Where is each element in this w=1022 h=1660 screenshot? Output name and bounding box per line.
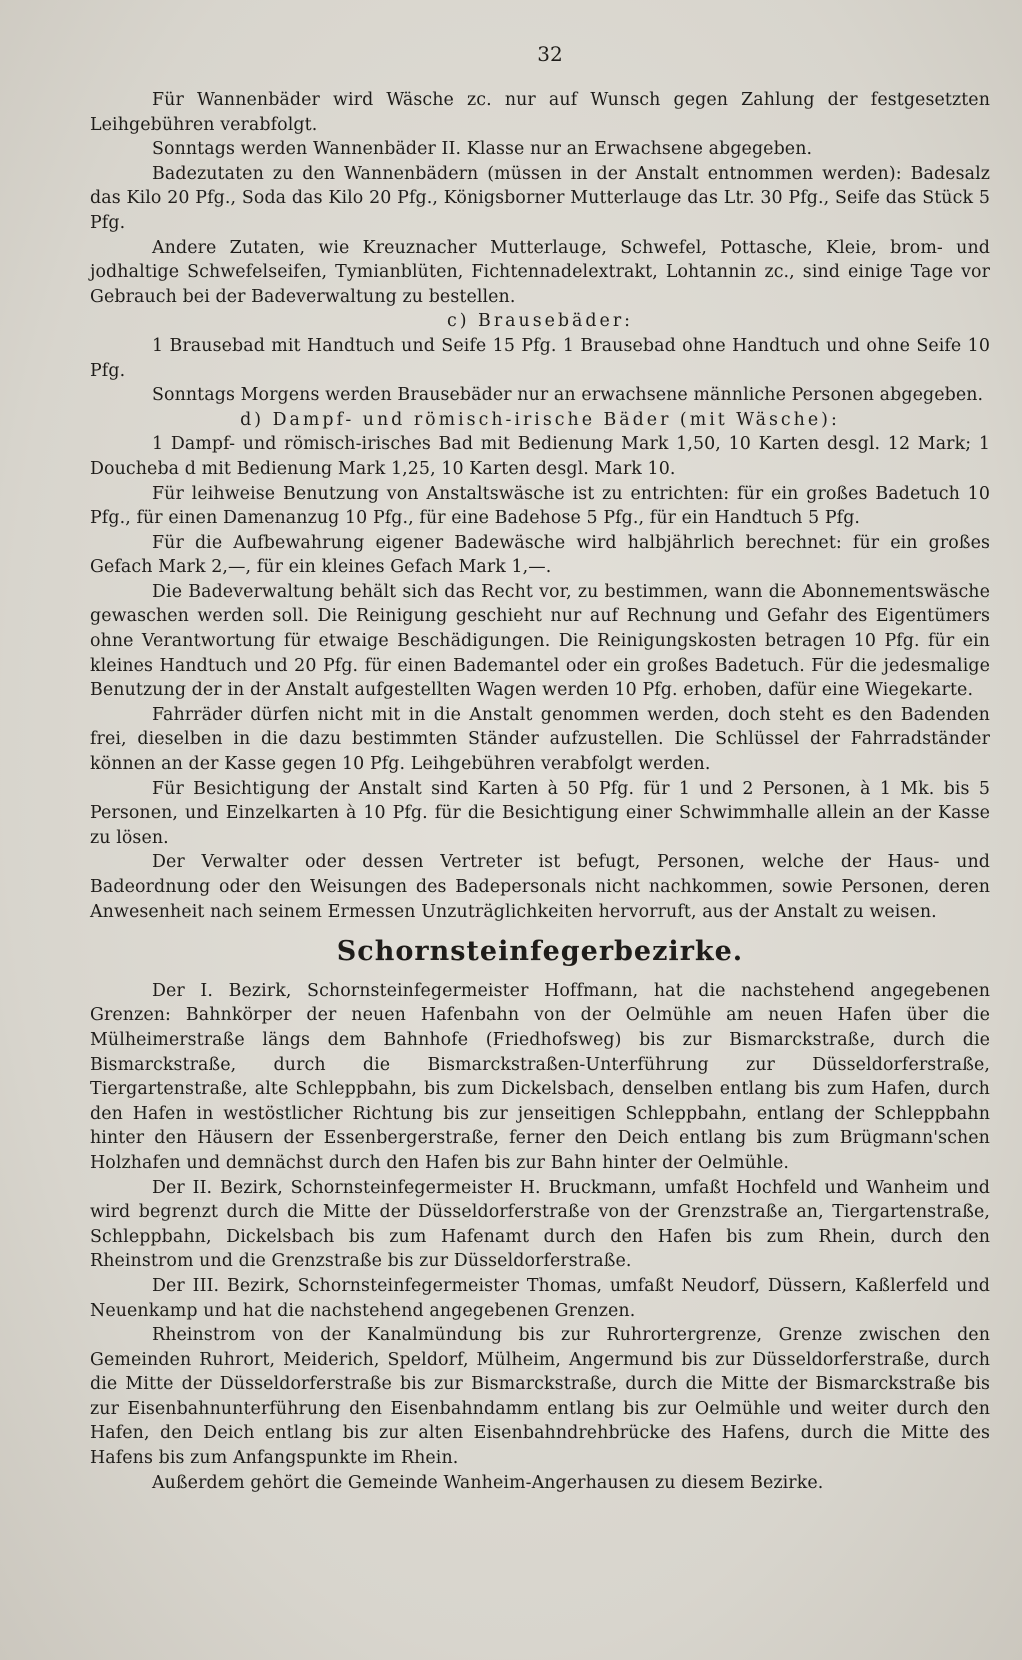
page-content	[90, 88, 990, 1495]
paragraph: Außerdem gehört die Gemeinde Wanheim-Angerhausen zu diesem Bezirke.	[152, 1472, 824, 1493]
paragraph: Für die Aufbewahrung eigener Badewäsche wird halbjährlich berechnet: für ein großes Gefach Mark 2,—, für ein kleines Gefach Mark 1,—.	[90, 532, 990, 578]
paragraph: Andere Zutaten, wie Kreuznacher Mutterlauge, Schwefel, Pottasche, Kleie, brom- und jodhaltige Schwefelseifen, Tymianblüten, Fichtennadelextrakt, Lohtannin zc., sind einige Tage vor Gebrauch bei der Badeverwaltung zu bestellen.	[90, 237, 990, 307]
paragraph: Fahrräder dürfen nicht mit in die Anstalt genommen werden, doch steht es den Badenden frei, dieselben in die dazu bestimmten Ständer aufzustellen. Die Schlüssel der Fahrradständer können an der Kasse gegen 10 Pfg. Leihgebühren verabfolgt werden.	[90, 704, 990, 775]
paragraph: 1 Brausebad mit Handtuch und Seife 15 Pfg. 1 Brausebad ohne Handtuch und ohne Seife 10 Pfg.	[90, 335, 990, 381]
paragraph: Der I. Bezirk, Schornsteinfegermeister Hoffmann, hat die nachstehend angegebenen Grenzen: Bahnkörper der neuen Hafenbahn von der Oelmühle am neuen Hafen über die Mülheimerstraße längs dem Bahnhofe (Friedhofsweg) bis zur Bismarckstraße, durch die Bismarckstraße, durch die Bismarckstraßen-Unterführung zur Düsseldorferstraße, Tiergartenstraße, alte Schleppbahn, bis zum Dickelsbach, denselben entlang bis zum Hafen, durch den Hafen in westöstlicher Richtung bis zur jenseitigen Schleppbahn, entlang der Schleppbahn hinter den Häusern der Essenbergerstraße, ferner den Deich entlang bis zum Brügmann'schen Holzhafen und demnächst durch den Hafen bis zur Bahn hinter der Oelmühle.	[90, 980, 990, 1173]
paragraph: Sonntags werden Wannenbäder II. Klasse nur an Erwachsene abgegeben.	[152, 139, 813, 160]
paragraph: Für Wannenbäder wird Wäsche zc. nur auf Wunsch gegen Zahlung der festgesetzten Leihgebühren verabfolgt.	[90, 90, 990, 135]
chimney-districts-heading: Schornsteinfegerbezirke.	[336, 936, 744, 968]
paragraph: Sonntags Morgens werden Brausebäder nur an erwachsene männliche Personen abgegeben.	[152, 385, 984, 406]
paragraph: Die Badeverwaltung behält sich das Recht vor, zu bestimmen, wann die Abonnementswäsche gewaschen werden soll. Die Reinigung geschieht nur auf Rechnung und Gefahr des Eigentümers ohne Verantwortung für etwaige Beschädigungen. Die Reinigungskosten betragen 10 Pfg. für ein kleines Handtuch und 20 Pfg. für einen Bademantel oder ein großes Badetuch. Für die jedesmalige Benutzung der in der Anstalt aufgestellten Wagen werden 10 Pfg. erhoben, dafür eine Wiegekarte.	[90, 581, 990, 701]
paragraph: Für leihweise Benutzung von Anstaltswäsche ist zu entrichten: für ein großes Badetuch 10 Pfg., für einen Damenanzug 10 Pfg., für eine Badehose 5 Pfg., für ein Handtuch 5 Pfg.	[90, 483, 990, 529]
paragraph: Für Besichtigung der Anstalt sind Karten à 50 Pfg. für 1 und 2 Personen, à 1 Mk. bis 5 Personen, und Einzelkarten à 10 Pfg. für die Besichtigung einer Schwimmhalle allein an der Kasse zu lösen.	[90, 778, 990, 848]
paragraph: Rheinstrom von der Kanalmündung bis zur Ruhrortergrenze, Grenze zwischen den Gemeinden Ruhrort, Meiderich, Speldorf, Mülheim, Angermund bis zur Düsseldorferstraße, durch die Mitte der Düsseldorferstraße bis zur Bismarckstraße, durch die Mitte der Bismarckstraße bis zur Eisenbahnunterführung den Eisenbahndamm entlang bis zur Oelmühle und weiter durch den Hafen, den Deich entlang bis zur alten Eisenbahndrehbrücke des Hafens, durch die Mitte des Hafens bis zum Anfangspunkte im Rhein.	[90, 1325, 990, 1469]
paragraph: 1 Dampf- und römisch-irisches Bad mit Bedienung Mark 1,50, 10 Karten desgl. 12 Mark; 1 Doucheba d mit Bedienung Mark 1,25, 10 Karten desgl. Mark 10.	[90, 434, 990, 479]
section-heading-steam: d) Dampf- und römisch-irische Bäder (mit Wäsche):	[240, 409, 840, 430]
paragraph: Der III. Bezirk, Schornsteinfegermeister Thomas, umfaßt Neudorf, Düssern, Kaßlerfeld und Neuenkamp und hat die nachstehend angegebenen Grenzen.	[90, 1275, 990, 1321]
section-heading-shower: c) Brausebäder:	[446, 311, 634, 332]
paragraph: Der Verwalter oder dessen Vertreter ist befugt, Personen, welche der Haus- und Badeordnung oder den Weisungen des Badepersonals nicht nachkommen, sowie Personen, deren Anwesenheit nach seinem Ermessen Unzuträglichkeiten hervorruft, aus der Anstalt zu weisen.	[90, 852, 990, 922]
page-number: 32	[537, 42, 563, 66]
paragraph: Badezutaten zu den Wannenbädern (müssen in der Anstalt entnommen werden): Badesalz das Kilo 20 Pfg., Soda das Kilo 20 Pfg., Königsborner Mutterlauge das Ltr. 30 Pfg., Seife das Stück 5 Pfg.	[90, 163, 990, 233]
paragraph: Der II. Bezirk, Schornsteinfegermeister H. Bruckmann, umfaßt Hochfeld und Wanheim und wird begrenzt durch die Mitte der Düsseldorferstraße von der Grenzstraße an, Tiergartenstraße, Schleppbahn, Dickelsbach bis zum Hafenamt durch den Hafen bis zum Rhein, durch den Rheinstrom und die Grenzstraße bis zur Düsseldorferstraße.	[90, 1177, 990, 1272]
